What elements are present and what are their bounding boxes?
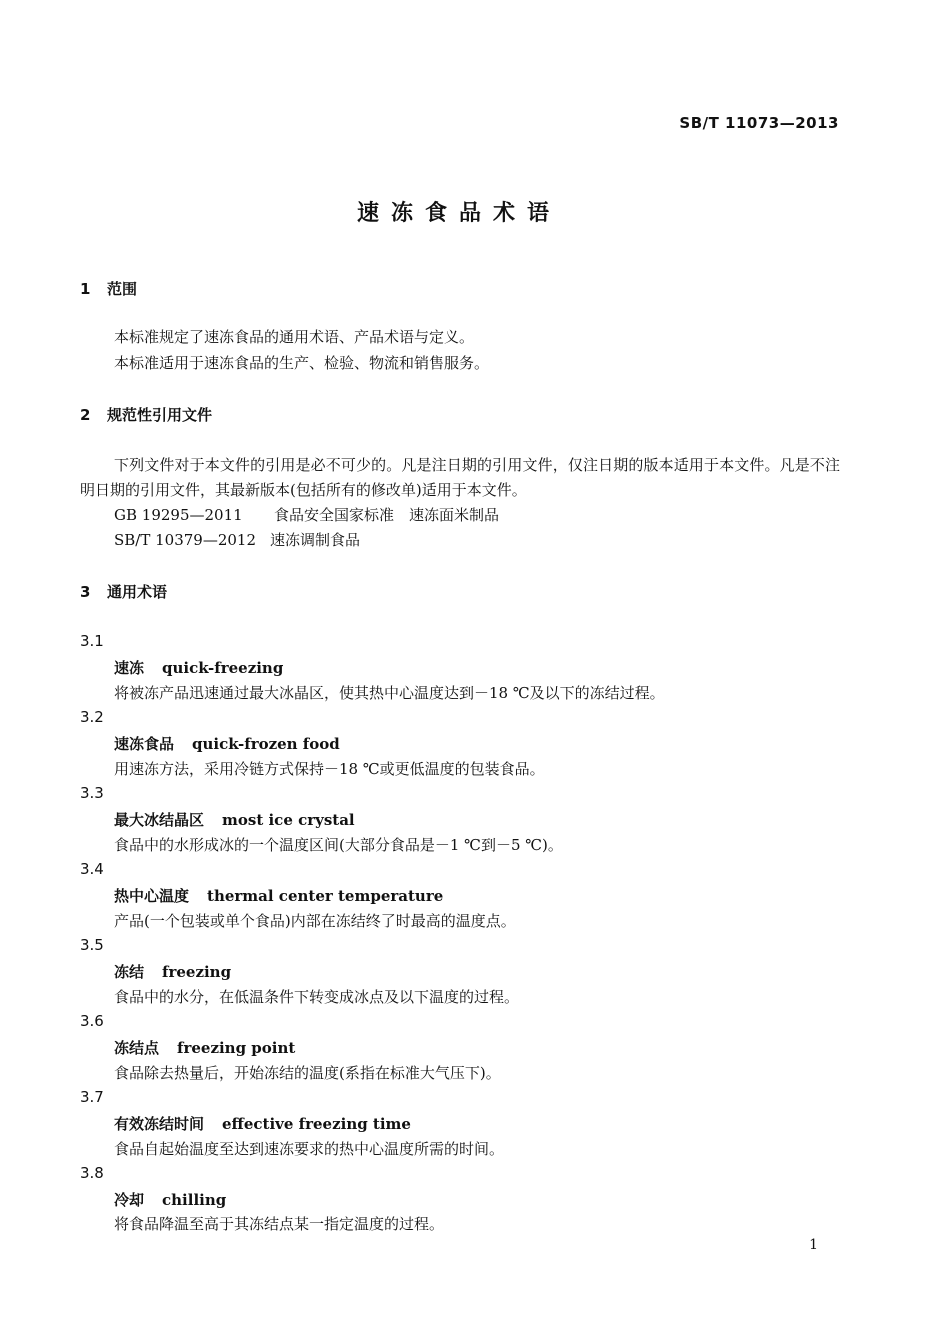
term-english: freezing bbox=[162, 963, 232, 981]
term-definition: 将被冻产品迅速通过最大冰晶区，使其热中心温度达到－18 ℃及以下的冻结过程。 bbox=[114, 684, 665, 702]
term-definition: 食品中的水形成冰的一个温度区间(大部分食品是－1 ℃到－5 ℃)。 bbox=[114, 836, 563, 854]
reference-code: SB/T 10379—2012 bbox=[114, 531, 257, 549]
section-number: 2 bbox=[80, 406, 91, 424]
section-heading-normative-refs bbox=[80, 404, 212, 425]
term-number: 3.2 bbox=[80, 708, 104, 726]
term-chinese: 速冻 bbox=[114, 659, 145, 677]
term-chinese: 有效冻结时间 bbox=[114, 1115, 205, 1133]
standard-code: SB/T 11073—2013 bbox=[679, 114, 839, 132]
term-entry bbox=[114, 733, 340, 754]
reference-item bbox=[114, 503, 499, 527]
scope-paragraph-2: 本标准适用于速冻食品的生产、检验、物流和销售服务。 bbox=[114, 354, 490, 372]
term-chinese: 冻结点 bbox=[114, 1039, 160, 1057]
term-entry bbox=[114, 1037, 295, 1058]
section-title: 范围 bbox=[107, 280, 138, 298]
term-number: 3.3 bbox=[80, 784, 104, 802]
reference-title: 食品安全国家标准 速冻面米制品 bbox=[274, 506, 500, 524]
term-chinese: 热中心温度 bbox=[114, 887, 190, 905]
term-definition: 用速冻方法，采用冷链方式保持－18 ℃或更低温度的包装食品。 bbox=[114, 760, 545, 778]
term-entry bbox=[114, 1113, 411, 1134]
scope-paragraph-1: 本标准规定了速冻食品的通用术语、产品术语与定义。 bbox=[114, 328, 475, 346]
term-definition: 食品自起始温度至达到速冻要求的热中心温度所需的时间。 bbox=[114, 1140, 505, 1158]
term-definition: 食品除去热量后，开始冻结的温度(系指在标准大气压下)。 bbox=[114, 1064, 501, 1082]
reference-title: 速冻调制食品 bbox=[270, 531, 361, 549]
term-entry bbox=[114, 657, 283, 678]
document-title: 速冻食品术语 bbox=[356, 201, 561, 226]
term-entry bbox=[114, 809, 355, 830]
term-number: 3.5 bbox=[80, 936, 104, 954]
section-title: 通用术语 bbox=[107, 583, 168, 601]
term-english: freezing point bbox=[177, 1039, 296, 1057]
term-entry bbox=[114, 1189, 226, 1210]
section-number: 3 bbox=[80, 583, 91, 601]
term-number: 3.4 bbox=[80, 860, 104, 878]
section-title: 规范性引用文件 bbox=[107, 406, 213, 424]
term-number: 3.6 bbox=[80, 1012, 104, 1030]
term-english: chilling bbox=[162, 1191, 227, 1209]
section-heading-general-terms bbox=[80, 581, 167, 602]
term-english: effective freezing time bbox=[222, 1115, 411, 1133]
section-heading-scope bbox=[80, 278, 137, 299]
term-english: quick-freezing bbox=[162, 659, 284, 677]
term-english: thermal center temperature bbox=[207, 887, 444, 905]
term-english: quick-frozen food bbox=[192, 735, 340, 753]
term-number: 3.1 bbox=[80, 632, 104, 650]
term-number: 3.8 bbox=[80, 1164, 104, 1182]
reference-code: GB 19295—2011 bbox=[114, 506, 243, 524]
term-definition: 食品中的水分，在低温条件下转变成冰点及以下温度的过程。 bbox=[114, 988, 520, 1006]
term-entry bbox=[114, 961, 231, 982]
reference-item bbox=[114, 528, 360, 552]
term-entry bbox=[114, 885, 443, 906]
term-english: most ice crystal bbox=[222, 811, 355, 829]
term-definition: 产品(一个包装或单个食品)内部在冻结终了时最高的温度点。 bbox=[114, 912, 516, 930]
normative-refs-intro: 下列文件对于本文件的引用是必不可少的。凡是注日期的引用文件，仅注日期的版本适用于本文件。凡是不注明日期的引用文件，其最新版本(包括所有的修改单)适用于本文件。 bbox=[80, 456, 840, 499]
term-number: 3.7 bbox=[80, 1088, 104, 1106]
page-number: 1 bbox=[809, 1237, 818, 1253]
term-chinese: 冻结 bbox=[114, 963, 145, 981]
term-chinese: 最大冰结晶区 bbox=[114, 811, 205, 829]
term-chinese: 速冻食品 bbox=[114, 735, 175, 753]
section-number: 1 bbox=[80, 280, 91, 298]
term-chinese: 冷却 bbox=[114, 1191, 145, 1209]
term-definition: 将食品降温至高于其冻结点某一指定温度的过程。 bbox=[114, 1215, 445, 1233]
